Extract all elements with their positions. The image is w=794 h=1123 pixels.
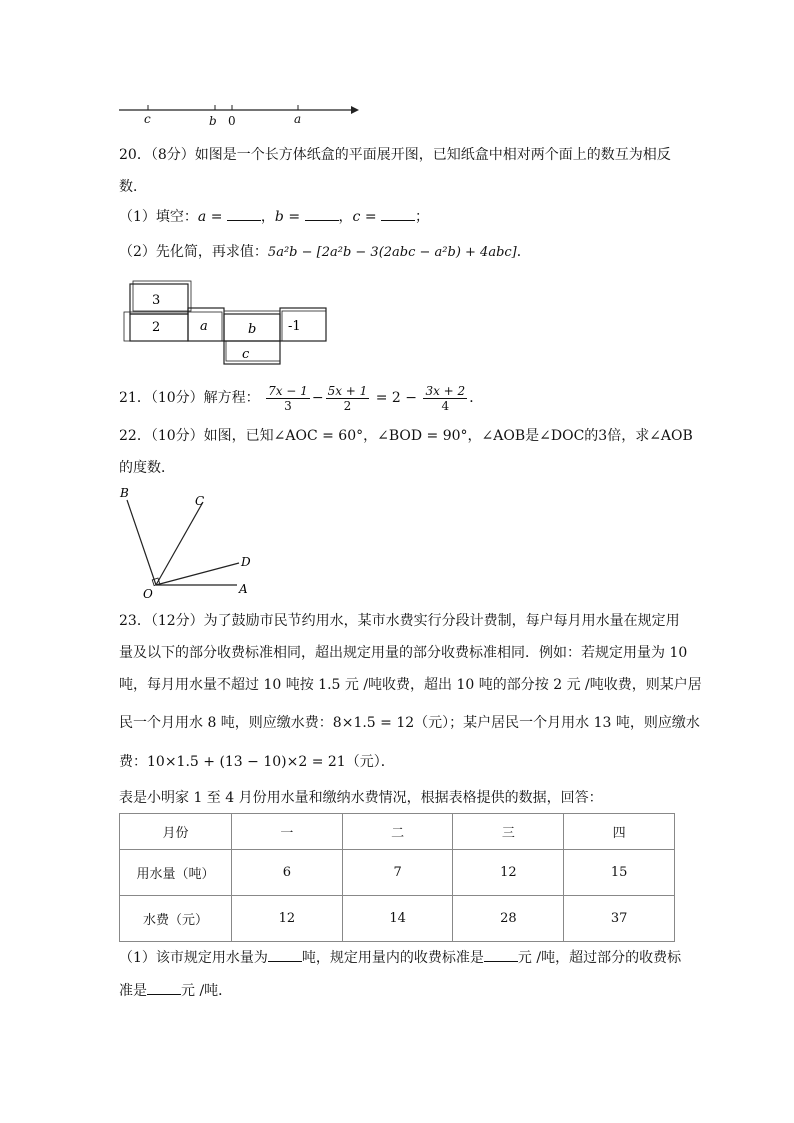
- table-cell: 12: [232, 896, 343, 942]
- q21-equation: [119, 382, 483, 414]
- number-line-label-a: a: [294, 112, 302, 126]
- label-A: A: [239, 582, 248, 596]
- q23-part1-b: 吨，规定用量内的收费标准是: [301, 950, 484, 966]
- q20-header: 20．（8分）如图是一个长方体纸盒的平面展开图，已知纸盒中相对两个面上的数互为相反: [119, 147, 671, 163]
- label-O: O: [143, 587, 153, 601]
- table-cell: 7: [342, 850, 453, 896]
- table-header-cell: 二: [342, 814, 453, 850]
- table-cell: 15: [564, 850, 675, 896]
- label-C: C: [195, 494, 205, 508]
- q21-fraction-2: $\frac{5x + 1}{2}$: [327, 383, 368, 413]
- number-line-label-zero: 0: [228, 114, 236, 128]
- q23-blank-rate-in[interactable]: [484, 949, 518, 962]
- table-header-cell: 月份: [120, 814, 232, 850]
- number-line-label-c: c: [144, 112, 151, 126]
- table-cell: 水费（元）: [120, 896, 232, 942]
- q21-mid: = 2 −: [371, 390, 422, 406]
- q23-part1-e: 元 /吨．: [181, 983, 233, 999]
- net-cell-a: a: [200, 319, 208, 334]
- q20-blank-a[interactable]: [227, 208, 261, 221]
- q20-eq-c: =: [360, 209, 382, 225]
- q20-part2-end: ．: [516, 244, 531, 260]
- q20-eq-a: =: [206, 209, 227, 225]
- q20-blank-c[interactable]: [381, 208, 415, 221]
- number-line-label-b: b: [209, 114, 217, 128]
- table-header-cell: 四: [564, 814, 675, 850]
- q20-header-cont: 数．: [119, 179, 147, 195]
- q22-line1: 22．（10分）如图，已知∠AOC = 60°，∠BOD = 90°，∠AOB是∠DOC的3倍，求∠AOB: [119, 428, 693, 444]
- q23-line2: 量及以下的部分收费标准相同，超出规定用量的部分收费标准相同．例如：若规定用量为 10: [119, 645, 688, 661]
- q23-line5: 费：10×1.5 + (13 − 10)×2 = 21（元）．: [119, 754, 395, 770]
- q20-eq-b: =: [283, 209, 305, 225]
- q20-part2-prefix: （2）先化简，再求值：: [119, 244, 268, 260]
- q20-var-a: a: [197, 209, 207, 225]
- q21-prefix: 21．（10分）解方程：: [119, 390, 260, 406]
- table-header-cell: 一: [232, 814, 343, 850]
- q23-blank-volume[interactable]: [268, 949, 302, 962]
- label-B: B: [120, 486, 129, 500]
- net-cell-top: 3: [152, 293, 161, 308]
- q23-part1-line1: [119, 948, 681, 968]
- net-cell-neg: -1: [288, 319, 301, 334]
- net-cell-b: b: [248, 322, 257, 337]
- table-cell: 12: [453, 850, 564, 896]
- q22-line2: 的度数．: [119, 460, 175, 476]
- q20-part1-prefix: （1）填空：: [119, 209, 198, 225]
- q20-part1: [119, 207, 429, 227]
- q21-minus: −: [311, 390, 324, 406]
- water-fee-table: [119, 813, 675, 942]
- table-row: [120, 896, 675, 942]
- q20-var-b: b: [274, 209, 284, 225]
- q23-part1-d: 准是: [119, 983, 147, 999]
- q23-line1: 23．（12分）为了鼓励市民节约用水，某市水费实行分段计费制，每户每月用水量在规定用: [119, 613, 680, 629]
- number-line: [115, 100, 365, 130]
- table-header-row: [120, 814, 675, 850]
- net-cell-c: c: [242, 347, 250, 362]
- label-D: D: [241, 555, 251, 569]
- q20-part1-end: ；: [415, 209, 430, 225]
- q20-part2: [119, 242, 531, 263]
- q21-fraction-1: $\frac{7x - 1}{3}$: [268, 383, 308, 413]
- table-cell: 用水量（吨）: [120, 850, 232, 896]
- angle-diagram: [115, 484, 265, 602]
- q20-sep-1: ，: [260, 209, 275, 225]
- q21-fraction-3: $\frac{3x + 2}{4}$: [425, 383, 466, 413]
- box-net-diagram: [120, 278, 332, 368]
- net-cell-left: 2: [152, 320, 161, 335]
- q23-part1-c: 元 /吨，超过部分的收费标: [517, 950, 682, 966]
- q23-line3: 吨，每月用水量不超过 10 吨按 1.5 元 /吨收费，超出 10 吨的部分按 2 元 /吨收费，则某户居: [119, 677, 702, 693]
- q23-blank-rate-over[interactable]: [147, 982, 181, 995]
- q23-line4: 民一个月用水 8 吨，则应缴水费：8×1.5 = 12（元）；某户居民一个月用水 13 吨，则应缴水: [119, 715, 700, 731]
- table-cell: 6: [232, 850, 343, 896]
- table-cell: 37: [564, 896, 675, 942]
- q23-table-intro: 表是小明家 1 至 4 月份用水量和缴纳水费情况，根据表格提供的数据，回答：: [119, 790, 603, 806]
- q20-sep-2: ，: [338, 209, 353, 225]
- table-row: [120, 850, 675, 896]
- q20-part2-expr: 5a²b − [2a²b − 3(2abc − a²b) + 4abc]: [267, 245, 517, 260]
- q23-part1-a: （1）该市规定用水量为: [119, 950, 268, 966]
- table-cell: 28: [453, 896, 564, 942]
- arrow-right-icon: [351, 106, 359, 114]
- table-header-cell: 三: [453, 814, 564, 850]
- q20-blank-b[interactable]: [305, 208, 339, 221]
- q21-end: ．: [469, 390, 484, 406]
- q23-part1-line2: [119, 981, 232, 1001]
- table-cell: 14: [342, 896, 453, 942]
- q20-var-c: c: [352, 209, 361, 225]
